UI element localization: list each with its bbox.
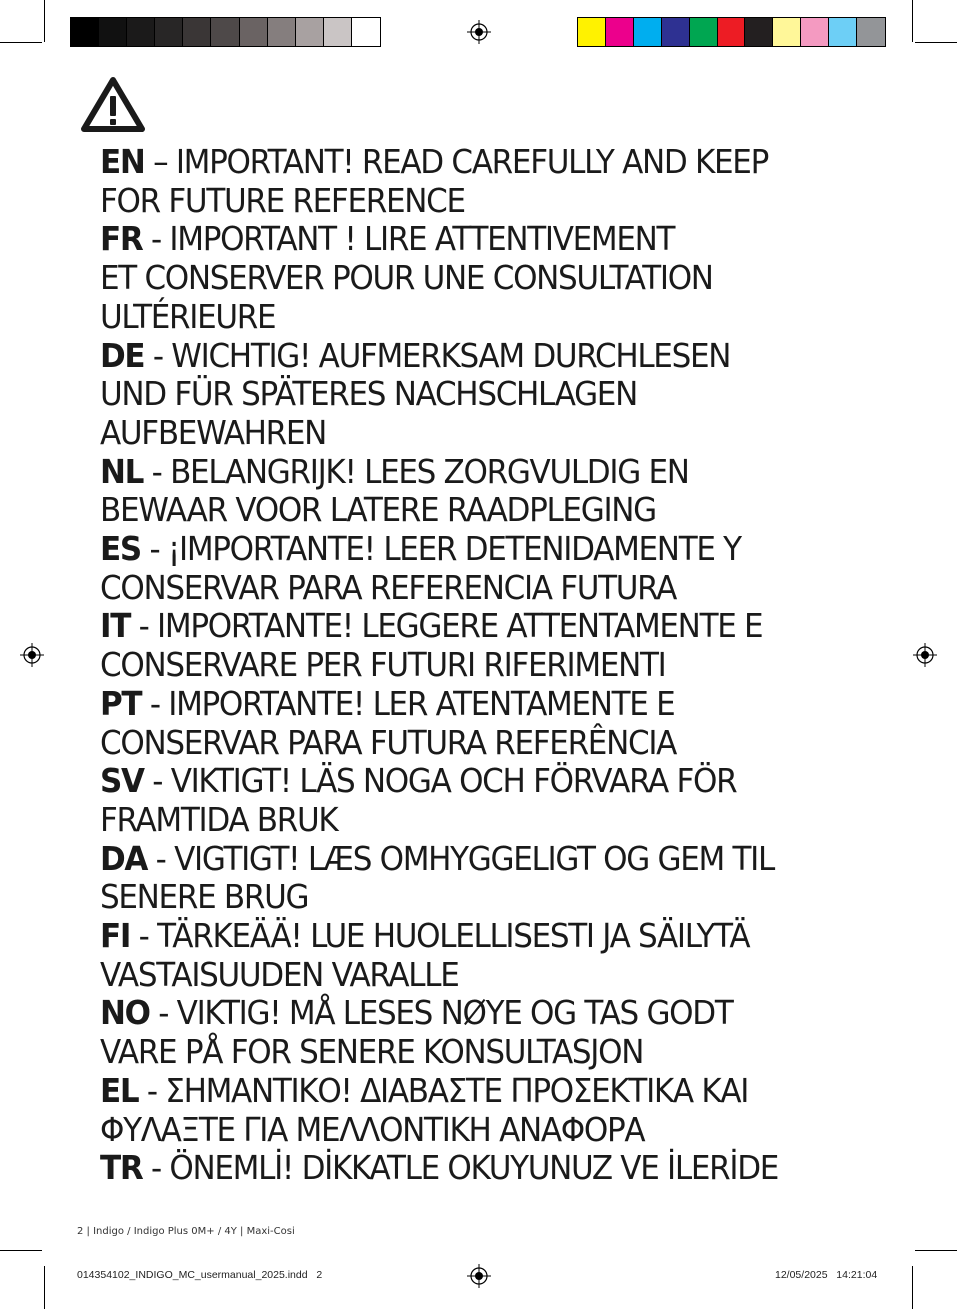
registration-target-icon [467,1264,491,1288]
notice-text: IMPORTANTE! LER ATENTAMENTE E CONSERVAR PARA FUTURA REFERÊNCIA [100,683,677,762]
notice-entry-tr [100,1149,843,1188]
color-swatch [662,18,690,46]
registration-target-icon [467,20,491,44]
notice-entry-it [100,607,843,684]
color-swatch [324,18,352,46]
crop-mark [0,1250,42,1251]
color-swatch [801,18,829,46]
color-swatch [352,18,380,46]
process-color-bar [577,17,886,47]
color-swatch [155,18,183,46]
language-code: IT [100,606,131,646]
notice-text: ÖNEMLİ! DİKKATLE OKUYUNUZ VE İLERİDE [169,1148,779,1188]
separator: - [144,335,172,375]
color-swatch [211,18,239,46]
notice-entry-fi [100,917,843,994]
color-swatch [718,18,746,46]
language-code: SV [100,761,144,801]
notice-entry-de [100,337,843,453]
crop-mark [915,42,957,43]
separator: - [130,916,158,956]
color-swatch [578,18,606,46]
crop-mark [44,1266,45,1309]
language-code: FR [100,219,143,259]
color-swatch [99,18,127,46]
notice-text: ΣΗΜΑΝΤΙΚΟ! ΔΙΑΒΑΣΤΕ ΠΡΟΣΕΚΤΙΚΑ ΚΑΙ ΦΥΛΑΞΤΕ ΓΙΑ ΜΕΛΛΟΝΤΙΚΗ ΑΝΑΦΟΡΑ [100,1070,749,1149]
notice-text: TÄRKEÄÄ! LUE HUOLELLISESTI JA SÄILYTÄ VASTAISUUDEN VARALLE [100,916,750,994]
notice-entry-sv [100,762,843,839]
separator: - [142,219,170,259]
crop-mark [915,1250,957,1251]
notice-text: BELANGRIJK! LEES ZORGVULDIG EN BEWAAR VOOR LATERE RAADPLEGING [100,451,689,530]
crop-mark [912,0,913,42]
color-swatch [296,18,324,46]
notice-text: IMPORTANTE! LEGGERE ATTENTAMENTE E CONSERVARE PER FUTURI RIFERIMENTI [100,606,763,685]
language-code: EN [100,142,145,181]
grayscale-color-bar [70,17,381,47]
language-code: PT [100,683,142,723]
color-swatch [127,18,155,46]
notice-entry-no [100,994,843,1071]
color-swatch [268,18,296,46]
notice-entry-el [100,1072,843,1149]
color-swatch [690,18,718,46]
page-footer: 2 | Indigo / Indigo Plus 0M+ / 4Y | Maxi-Cosi [77,1226,295,1237]
registration-target-icon [20,643,44,667]
notice-text: VIKTIG! MÅ LESES NØYE OG TAS GODT VARE PÅ FOR SENERE KONSULTASJON [100,993,733,1072]
warning-triangle-icon [80,76,146,134]
language-code: ES [100,529,141,569]
color-swatch [606,18,634,46]
language-code: TR [100,1148,143,1188]
language-code: NO [100,993,150,1033]
safety-notice-list [100,143,890,1188]
separator: - [149,993,177,1033]
slug-filename: 014354102_INDIGO_MC_usermanual_2025.indd 2 [77,1269,323,1281]
color-swatch [829,18,857,46]
crop-mark [0,42,42,43]
separator: - [143,451,171,491]
notice-text: WICHTIG! AUFMERKSAM DURCHLESEN UND FÜR SPÄTERES NACHSCHLAGEN AUFBEWAHREN [100,335,731,452]
notice-entry-nl [100,453,843,530]
separator: – [144,142,176,181]
notice-text: VIGTIGT! LÆS OMHYGGELIGT OG GEM TIL SENERE BRUG [100,838,774,917]
color-swatch [857,18,885,46]
notice-text: IMPORTANT ! LIRE ATTENTIVEMENT ET CONSERVER POUR UNE CONSULTATION ULTÉRIEURE [100,219,713,336]
language-code: NL [100,451,144,491]
notice-entry-pt [100,685,843,762]
notice-entry-es [100,530,843,607]
notice-text: ¡IMPORTANTE! LEER DETENIDAMENTE Y CONSERVAR PARA REFERENCIA FUTURA [100,529,741,607]
language-code: DA [100,838,148,878]
color-swatch [634,18,662,46]
color-swatch [745,18,773,46]
separator: - [141,683,169,723]
language-code: FI [100,916,131,956]
separator: - [140,529,168,569]
language-code: EL [100,1070,139,1110]
notice-text: IMPORTANT! READ CAREFULLY AND KEEP FOR FUTURE REFERENCE [100,142,768,220]
registration-target-icon [913,643,937,667]
color-swatch [183,18,211,46]
color-swatch [773,18,801,46]
separator: - [147,838,175,878]
notice-entry-da [100,840,843,917]
language-code: DE [100,335,145,375]
crop-mark [912,1266,913,1309]
color-swatch [71,18,99,46]
notice-text: VIKTIGT! LÄS NOGA OCH FÖRVARA FÖR FRAMTIDA BRUK [100,761,737,839]
notice-entry-fr [100,220,843,336]
slug-timestamp: 12/05/2025 14:21:04 [775,1269,878,1281]
separator: - [130,606,158,646]
separator: - [142,1148,170,1188]
crop-mark [44,0,45,42]
separator: - [138,1070,166,1110]
color-swatch [240,18,268,46]
notice-entry-en [100,143,843,220]
separator: - [143,761,171,801]
